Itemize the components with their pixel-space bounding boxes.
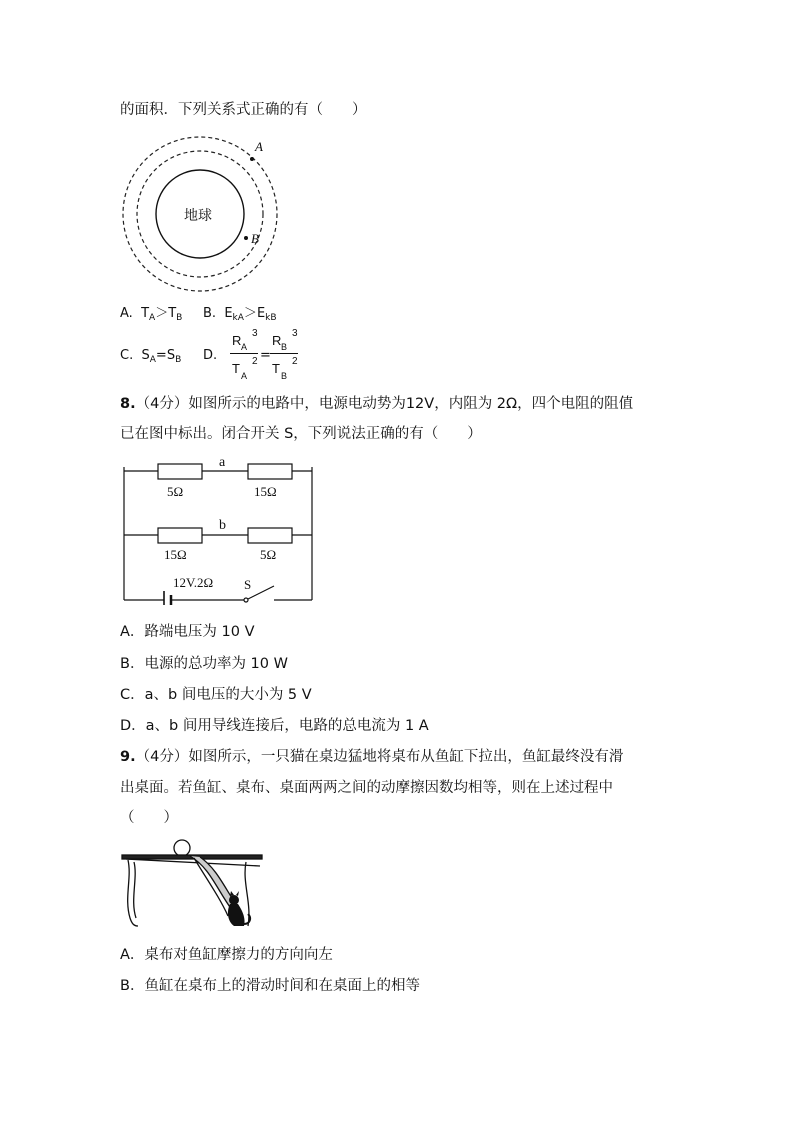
question-stem-tail: 的面积．下列关系式正确的有（ ） xyxy=(120,102,367,118)
question-9-line3: （ ） xyxy=(120,810,178,826)
resistor-15-mid xyxy=(158,528,202,543)
fraction-b: R B 3 T B 2 xyxy=(272,328,298,381)
fraction-a: R A 3 T A 2 xyxy=(232,328,258,381)
satellite-b-label: B xyxy=(251,231,259,246)
q8-option-d: D．a、b 间用导线连接后，电路的总电流为 1 A xyxy=(120,718,429,734)
option-b: B. $E_{kA}>E_{kB}$ xyxy=(203,306,277,323)
table-leg-right xyxy=(245,862,249,926)
cat-table-illustration xyxy=(120,838,270,933)
r4-label: 5Ω xyxy=(260,547,277,562)
question-8-line1: 8.（4分）如图所示的电路中，电源电动势为12V，内阻为 2Ω，四个电阻的阻值 xyxy=(120,396,634,412)
option-a: A. $T_A>T_B$ xyxy=(120,306,183,323)
resistor-15-top xyxy=(248,464,292,479)
q8-option-c: C．a、b 间电压的大小为 5 V xyxy=(120,687,312,703)
option-d-prefix: D. xyxy=(203,348,218,363)
question-9-line2: 出桌面。若鱼缸、桌布、桌面两两之间的动摩擦因数均相等，则在上述过程中 xyxy=(120,780,613,796)
q9-option-a: A．桌布对鱼缸摩擦力的方向向左 xyxy=(120,947,333,963)
resistor-5-mid xyxy=(248,528,292,543)
r2-label: 15Ω xyxy=(254,484,277,499)
node-a-label: a xyxy=(219,455,226,470)
switch-blade xyxy=(248,586,274,599)
fraction-equals: = xyxy=(260,348,271,363)
resistor-5-top xyxy=(158,464,202,479)
node-b-label: b xyxy=(219,518,226,533)
source-label: 12V.2Ω xyxy=(173,575,214,590)
question-9-line1: 9.（4分）如图所示，一只猫在桌边猛地将桌布从鱼缸下拉出，鱼缸最终没有滑 xyxy=(120,749,624,765)
satellite-b-dot xyxy=(244,236,248,240)
fishbowl xyxy=(174,840,190,856)
satellite-a-dot xyxy=(250,157,254,161)
circuit-diagram xyxy=(118,455,318,605)
earth-label: 地球 xyxy=(184,208,212,224)
q9-option-b: B．鱼缸在桌布上的滑动时间和在桌面上的相等 xyxy=(120,978,420,994)
switch-pivot xyxy=(244,598,248,602)
table-leg-left xyxy=(128,860,138,926)
satellite-a-label: A xyxy=(255,139,263,154)
option-c: C. $S_A=S_B$ xyxy=(120,348,182,365)
question-8-line2: 已在图中标出。闭合开关 S，下列说法正确的有（ ） xyxy=(120,426,482,442)
q8-option-a: A．路端电压为 10 V xyxy=(120,624,255,640)
r1-label: 5Ω xyxy=(167,484,184,499)
r3-label: 15Ω xyxy=(164,547,187,562)
switch-label: S xyxy=(244,577,252,592)
q8-option-b: B．电源的总功率为 10 W xyxy=(120,656,288,672)
